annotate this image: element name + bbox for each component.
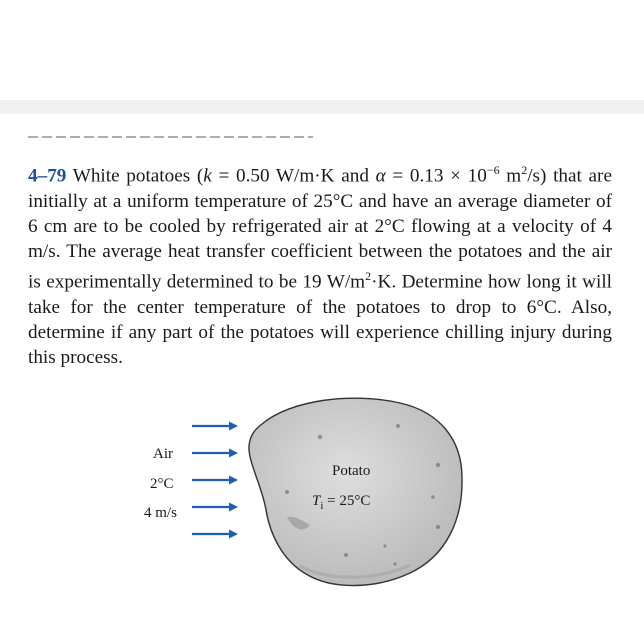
problem-text-1: White potatoes ( bbox=[66, 165, 204, 187]
airflow-arrows bbox=[192, 426, 236, 534]
potato-illustration bbox=[249, 398, 462, 585]
ti-symbol: T bbox=[312, 493, 321, 509]
problem-text-5: /s) that are initially at a uniform temperature of 25°C and have an average diameter of 6 cm are to be cooled by refrigerated air at 2°C flowing at a velocity of 4 m/s. The average heat transfer coefficient between the potatoes and the air is experimentally determined to be 19 W/m bbox=[28, 165, 612, 293]
problem-text-2: = 0.50 W/m·K and bbox=[211, 165, 376, 187]
k-symbol: k bbox=[203, 165, 212, 187]
potato-label: Potato bbox=[332, 463, 371, 479]
problem-text-3: = 0.13 × 10 bbox=[385, 165, 487, 187]
air-temperature-label: 2°C bbox=[150, 476, 174, 492]
air-velocity-label: 4 m/s bbox=[144, 505, 177, 521]
exponent-1: −6 bbox=[486, 163, 500, 177]
problem-number: 4–79 bbox=[28, 165, 67, 187]
problem-text-6: ·K. Determine how long it will take for the center temperature of the potatoes to drop to 6°C. Also, determine if any part of the potatoes will experience chilling injury during this process. bbox=[28, 271, 612, 369]
ti-value: = 25°C bbox=[323, 493, 371, 509]
problem-text-4: m bbox=[499, 165, 522, 187]
potato-shape bbox=[249, 398, 462, 585]
exponent-2: 2 bbox=[521, 163, 528, 177]
exponent-3: 2 bbox=[365, 269, 372, 284]
air-label: Air bbox=[153, 446, 173, 462]
ti-subscript: i bbox=[320, 500, 324, 512]
alpha-symbol: α bbox=[375, 165, 386, 187]
